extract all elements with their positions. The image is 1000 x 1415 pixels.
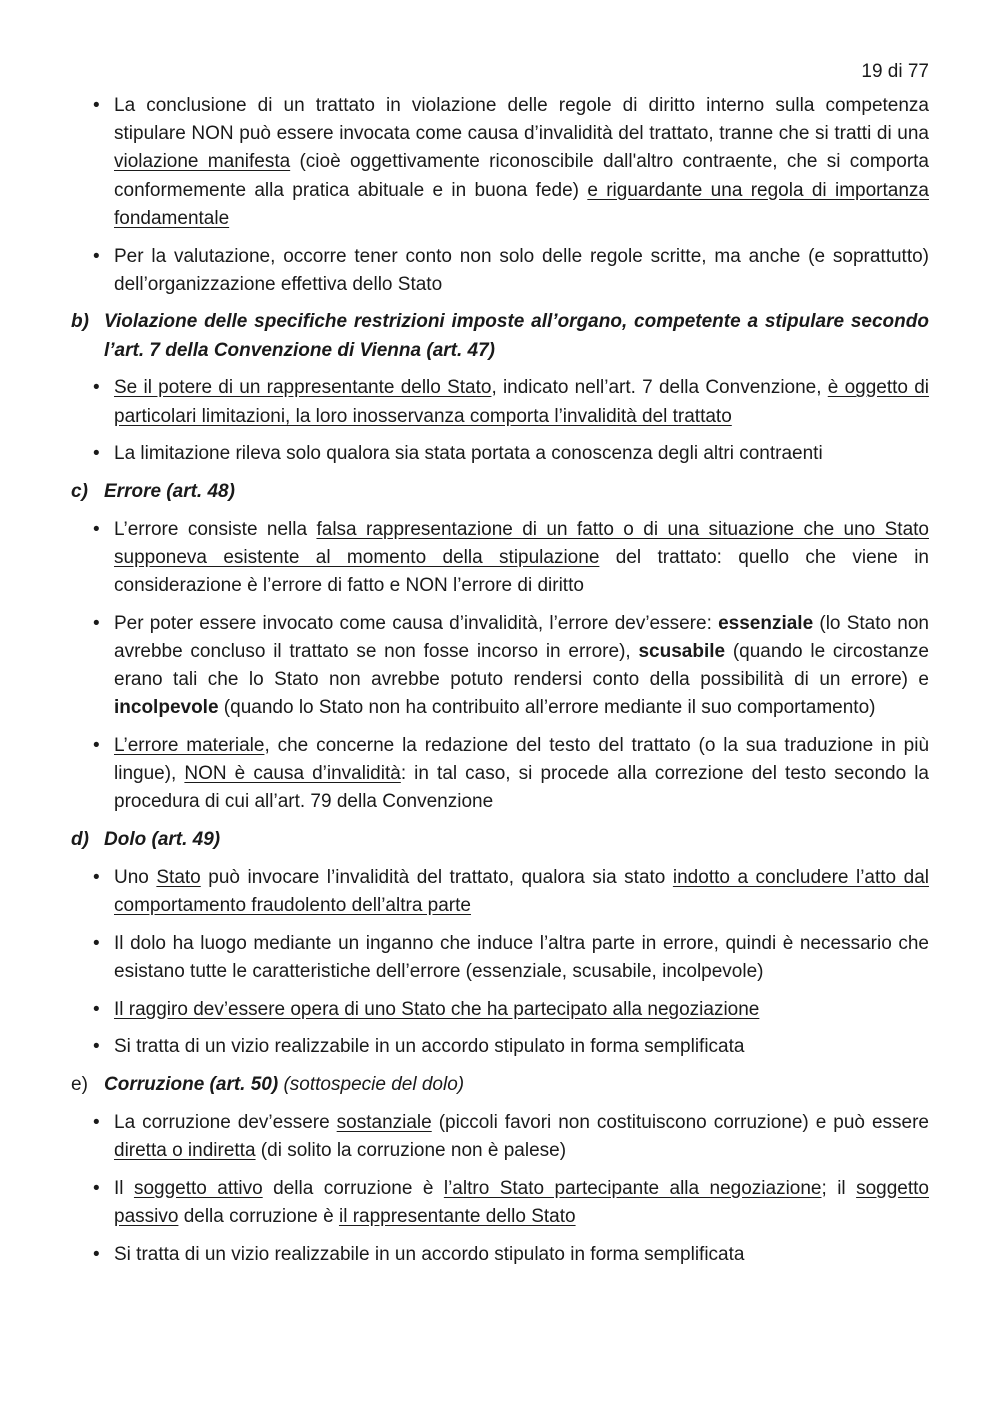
section-heading-b — [71, 308, 929, 364]
section-d-list — [71, 864, 929, 1062]
section-heading-c — [71, 478, 929, 506]
underlined-text: Se il potere di un rappresentante dello Stato — [114, 377, 492, 399]
list-item: • Per poter essere invocato come causa d’invalidità, l’errore dev’essere: essenziale (lo Stato non avrebbe concluso il trattato se non fosse incorso in errore), scusabile (quando le circostanze erano tali che lo Stato non avrebbe potuto rendersi conto della possibilità di un errore) e incolpevole (quando lo Stato non ha contribuito all’errore mediante il suo comportamento) — [114, 610, 929, 723]
underlined-text: è oggetto di particolari limitazioni, la loro inosservanza comporta l’invalidità del trattato — [114, 377, 929, 427]
section-heading-e — [71, 1071, 929, 1099]
section-letter: b) — [71, 311, 89, 333]
section-title: Errore (art. 48) — [104, 480, 235, 502]
underlined-text: il rappresentante dello Stato — [338, 1205, 576, 1227]
section-title: Dolo (art. 49) — [104, 829, 221, 851]
section-letter: d) — [71, 829, 89, 851]
list-item: • Per la valutazione, occorre tener conto non solo delle regole scritte, ma anche (e soprattutto) dell’organizzazione effettiva dello Stato — [114, 243, 929, 299]
underlined-text: soggetto attivo — [133, 1177, 263, 1199]
underlined-text: falsa rappresentazione di un fatto o di una situazione che uno Stato supponeva esistente al momento della stipulazione — [114, 518, 929, 568]
list-item: • La limitazione rileva solo qualora sia stata portata a conoscenza degli altri contraenti — [114, 440, 929, 468]
underlined-text: diretta o indiretta — [114, 1140, 256, 1161]
list-item — [114, 996, 929, 1024]
list-item: • Se il potere di un rappresentante dello Stato, indicato nell’art. 7 della Convenzione, è oggetto di particolari limitazioni, la loro inosservanza comporta l’invalidità del trattato — [114, 374, 929, 430]
bold-term: scusabile — [638, 640, 726, 662]
bold-term: incolpevole — [114, 697, 219, 719]
list-item: • La corruzione dev’essere sostanziale (piccoli favori non costituiscono corruzione) e può essere diretta o indiretta (di solito la corruzione non è palese) — [114, 1109, 929, 1165]
list-item: • La conclusione di un trattato in violazione delle regole di diritto interno sulla competenza stipulare NON può essere invocata come causa d’invalidità del trattato, tranne che si tratti di una violazione manifesta (cioè oggettivamente riconoscibile dall'altro contraente, che si comporta conformemente alla pratica abituale e in buona fede) e riguardante una regola di importanza fondamentale — [114, 92, 929, 233]
underlined-text: NON è causa d’invalidità — [184, 763, 401, 785]
underlined-text: indotto a concludere l’atto dal comportamento fraudolento dell’altra parte — [114, 866, 929, 917]
underlined-text: sostanziale — [336, 1111, 432, 1133]
section-letter: c) — [71, 480, 88, 502]
list-item: • Il dolo ha luogo mediante un inganno che induce l’altra parte in errore, quindi è necessario che esistano tutte le caratteristiche dell’errore (essenziale, scusabile, incolpevole) — [114, 930, 929, 986]
document-body — [71, 92, 929, 1278]
section-letter: e) — [71, 1074, 88, 1096]
underlined-text: e riguardante una regola di importanza fondamentale — [114, 179, 929, 229]
underlined-text: violazione manifesta — [114, 151, 291, 173]
section-title: Corruzione (art. 50) — [104, 1074, 279, 1096]
underlined-text: L’errore materiale — [114, 735, 265, 757]
section-c-list — [71, 516, 929, 817]
section-b-list — [71, 374, 929, 468]
list-item: • L’errore consiste nella falsa rappresentazione di un fatto o di una situazione che uno Stato supponeva esistente al momento della stipulazione del trattato: quello che viene in considerazione è l’errore di fatto e NON l’errore di diritto — [114, 516, 929, 601]
bold-term: essenziale — [718, 612, 814, 634]
intro-list — [71, 92, 929, 299]
underlined-text: Stato — [156, 866, 201, 888]
list-item: • Il soggetto attivo della corruzione è l’altro Stato partecipante alla negoziazione; il soggetto passivo della corruzione è il rappresentante dello Stato — [114, 1175, 929, 1231]
section-heading-d — [71, 826, 929, 854]
page-number: 19 di 77 — [861, 61, 929, 82]
underlined-text: soggetto passivo — [114, 1177, 929, 1227]
list-item: • L’errore materiale, che concerne la redazione del testo del trattato (o la sua traduzione in più lingue), NON è causa d’invalidità: in tal caso, si procede alla correzione del testo secondo la procedura di cui all’art. 79 della Convenzione — [114, 732, 929, 817]
list-item: • Si tratta di un vizio realizzabile in un accordo stipulato in forma semplificata — [114, 1241, 929, 1269]
list-item: • Uno Stato può invocare l’invalidità del trattato, qualora sia stato indotto a concludere l’atto dal comportamento fraudolento dell’altra parte — [114, 864, 929, 920]
section-subtitle: (sottospecie del dolo) — [283, 1074, 465, 1096]
section-title: Violazione delle specifiche restrizioni imposte all’organo, competente a stipulare secondo l’art. 7 della Convenzione di Vienna (art. 47) — [104, 311, 929, 361]
underlined-text: l’altro Stato partecipante alla negoziazione — [443, 1177, 822, 1199]
section-e-list — [71, 1109, 929, 1269]
underlined-text: Il raggiro dev’essere opera di uno Stato che ha partecipato alla negoziazione — [114, 998, 760, 1020]
list-item: • Si tratta di un vizio realizzabile in un accordo stipulato in forma semplificata — [114, 1033, 929, 1061]
